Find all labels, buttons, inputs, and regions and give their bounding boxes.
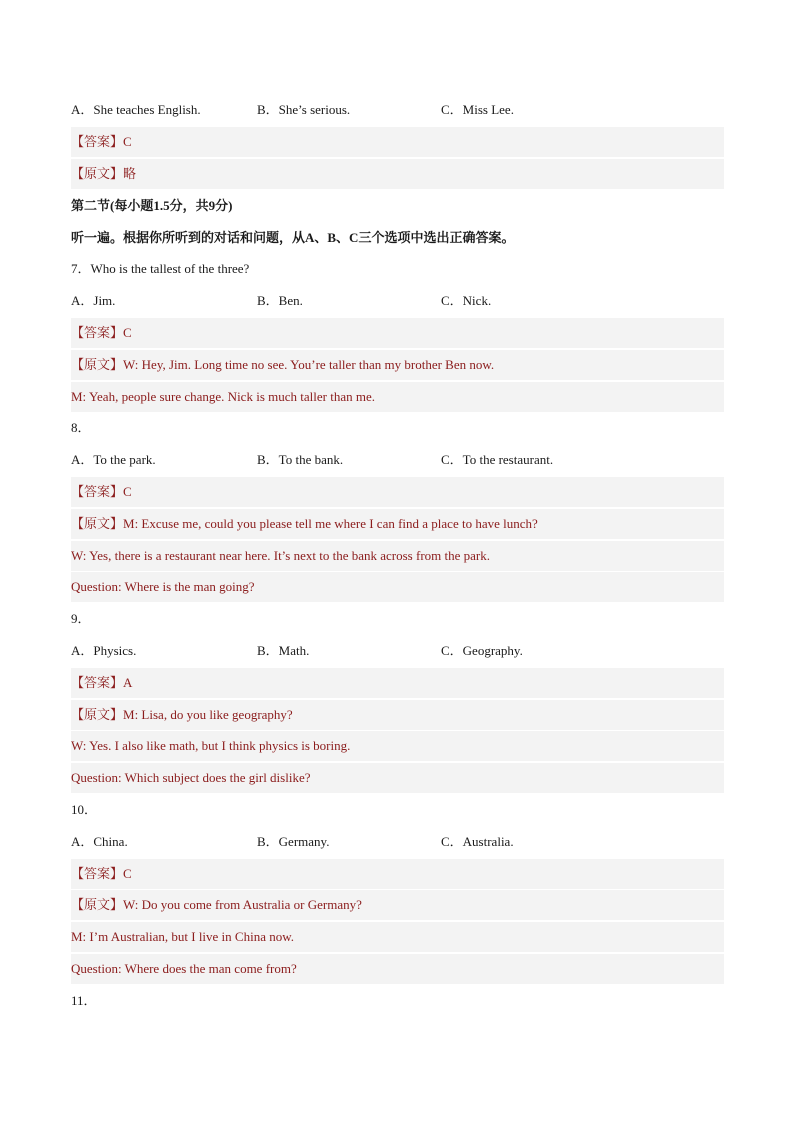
q8-options bbox=[71, 445, 724, 475]
q10-transcript-line: M: I’m Australian, but I live in China now. bbox=[71, 922, 724, 952]
q9-options bbox=[71, 636, 724, 666]
q10-transcript bbox=[71, 890, 724, 920]
q8-stem: 8． bbox=[71, 420, 91, 435]
q10-stem: 10． bbox=[71, 802, 98, 817]
q8-option-c: C．To the restaurant. bbox=[441, 452, 554, 467]
q6-answer bbox=[71, 127, 724, 157]
q7-options bbox=[71, 286, 724, 316]
answer-value: C bbox=[123, 484, 132, 499]
q7-option-a: A．Jim. bbox=[71, 293, 116, 308]
q8-transcript bbox=[71, 509, 724, 539]
answer-value: C bbox=[123, 134, 132, 149]
answer-tag: 【答案】 bbox=[71, 325, 124, 340]
transcript-line: M: Lisa, do you like geography? bbox=[123, 707, 293, 722]
q9-option-a: A．Physics. bbox=[71, 643, 137, 658]
transcript-tag: 【原文】 bbox=[71, 707, 124, 722]
q6-option-a: A．She teaches English. bbox=[71, 102, 201, 117]
q11-stem: 11． bbox=[71, 993, 97, 1008]
answer-tag: 【答案】 bbox=[71, 134, 124, 149]
q9-transcript bbox=[71, 700, 724, 730]
section-title: 第二节(每小题1.5分，共9分) bbox=[71, 198, 233, 213]
q10-options bbox=[71, 827, 724, 857]
q9-option-c: C．Geography. bbox=[441, 643, 523, 658]
q7-option-b: B．Ben. bbox=[257, 293, 303, 308]
q7-stem: 7．Who is the tallest of the three? bbox=[71, 261, 250, 276]
q10-option-a: A．China. bbox=[71, 834, 128, 849]
q7-transcript-line: M: Yeah, people sure change. Nick is much taller than me. bbox=[71, 382, 724, 412]
q6-options bbox=[71, 95, 724, 125]
q8-transcript-line: W: Yes, there is a restaurant near here. It’s next to the bank across from the park. bbox=[71, 541, 724, 571]
q9-option-b: B．Math. bbox=[257, 643, 310, 658]
q7-transcript bbox=[71, 350, 724, 380]
answer-value: A bbox=[123, 675, 133, 690]
answer-tag: 【答案】 bbox=[71, 484, 124, 499]
answer-tag: 【答案】 bbox=[71, 866, 124, 881]
q6-option-c: C．Miss Lee. bbox=[441, 102, 514, 117]
transcript-line: W: Do you come from Australia or Germany? bbox=[123, 897, 362, 912]
transcript-tag: 【原文】 bbox=[71, 357, 124, 372]
q10-option-b: B．Germany. bbox=[257, 834, 330, 849]
q7-answer bbox=[71, 318, 724, 348]
section-instruction: 听一遍。根据你所听到的对话和问题，从A、B、C三个选项中选出正确答案。 bbox=[71, 230, 515, 245]
transcript-tag: 【原文】 bbox=[71, 516, 124, 531]
q9-stem: 9． bbox=[71, 611, 91, 626]
answer-value: C bbox=[123, 325, 132, 340]
q10-option-c: C．Australia. bbox=[441, 834, 514, 849]
transcript-tag: 【原文】 bbox=[71, 897, 124, 912]
q8-answer bbox=[71, 477, 724, 507]
q10-answer bbox=[71, 859, 724, 889]
transcript-line: W: Hey, Jim. Long time no see. You’re taller than my brother Ben now. bbox=[123, 357, 495, 372]
transcript-tag: 【原文】 bbox=[71, 166, 124, 181]
q8-option-b: B．To the bank. bbox=[257, 452, 344, 467]
answer-value: C bbox=[123, 866, 132, 881]
q9-answer bbox=[71, 668, 724, 698]
q8-option-a: A．To the park. bbox=[71, 452, 156, 467]
q6-transcript bbox=[71, 159, 724, 189]
transcript-line: M: Excuse me, could you please tell me where I can find a place to have lunch? bbox=[123, 516, 538, 531]
q9-transcript-line: W: Yes. I also like math, but I think physics is boring. bbox=[71, 731, 724, 761]
transcript-line: 略 bbox=[123, 166, 137, 181]
answer-tag: 【答案】 bbox=[71, 675, 124, 690]
q8-question-line: Question: Where is the man going? bbox=[71, 572, 724, 602]
q6-option-b: B．She’s serious. bbox=[257, 102, 351, 117]
q10-question-line: Question: Where does the man come from? bbox=[71, 954, 724, 984]
q9-question-line: Question: Which subject does the girl dislike? bbox=[71, 763, 724, 793]
q7-option-c: C．Nick. bbox=[441, 293, 492, 308]
